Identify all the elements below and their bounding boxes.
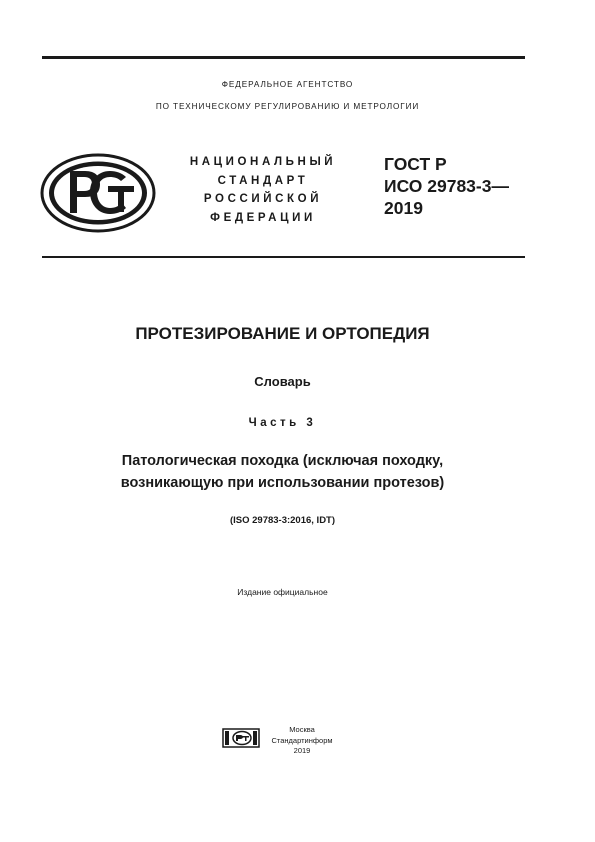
standard-designation <box>384 153 509 219</box>
description-line-2: возникающую при использовании протезов) <box>120 475 445 491</box>
rst-certification-mark-icon <box>40 153 156 233</box>
designation-line-3: 2019 <box>384 198 423 218</box>
iso-reference: (ISO 29783-3:2016, IDT) <box>229 515 336 526</box>
document-part: Часть 3 <box>248 417 317 429</box>
edition-note: Издание официальное <box>237 587 328 597</box>
document-description <box>0 450 565 494</box>
standartinform-logo-icon <box>222 728 260 748</box>
national-standard-label <box>178 153 348 227</box>
designation-line-1: ГОСТ Р <box>384 154 447 174</box>
description-line-1: Патологическая походка (исключая походку, <box>121 453 444 469</box>
publisher-year: 2019 <box>293 746 311 755</box>
publisher-name: Стандартинформ <box>271 735 333 745</box>
document-subtitle: Словарь <box>254 374 311 389</box>
designation-line-2: ИСО 29783-3— <box>384 176 509 196</box>
publisher-block <box>262 725 342 757</box>
agency-name-line-2: ПО ТЕХНИЧЕСКОМУ РЕГУЛИРОВАНИЮ И МЕТРОЛОГИИ <box>155 102 420 111</box>
publisher-city: Москва <box>289 725 315 734</box>
middle-rule <box>42 256 525 258</box>
document-title: ПРОТЕЗИРОВАНИЕ И ОРТОПЕДИЯ <box>135 324 430 343</box>
national-standard-line-1: НАЦИОНАЛЬНЫЙ <box>189 156 337 168</box>
agency-name-line-1: ФЕДЕРАЛЬНОЕ АГЕНТСТВО <box>221 80 354 89</box>
top-rule <box>42 56 525 59</box>
national-standard-line-4: ФЕДЕРАЦИИ <box>210 211 316 224</box>
national-standard-line-3: РОССИЙСКОЙ <box>203 193 323 205</box>
national-standard-line-2: СТАНДАРТ <box>217 174 309 187</box>
